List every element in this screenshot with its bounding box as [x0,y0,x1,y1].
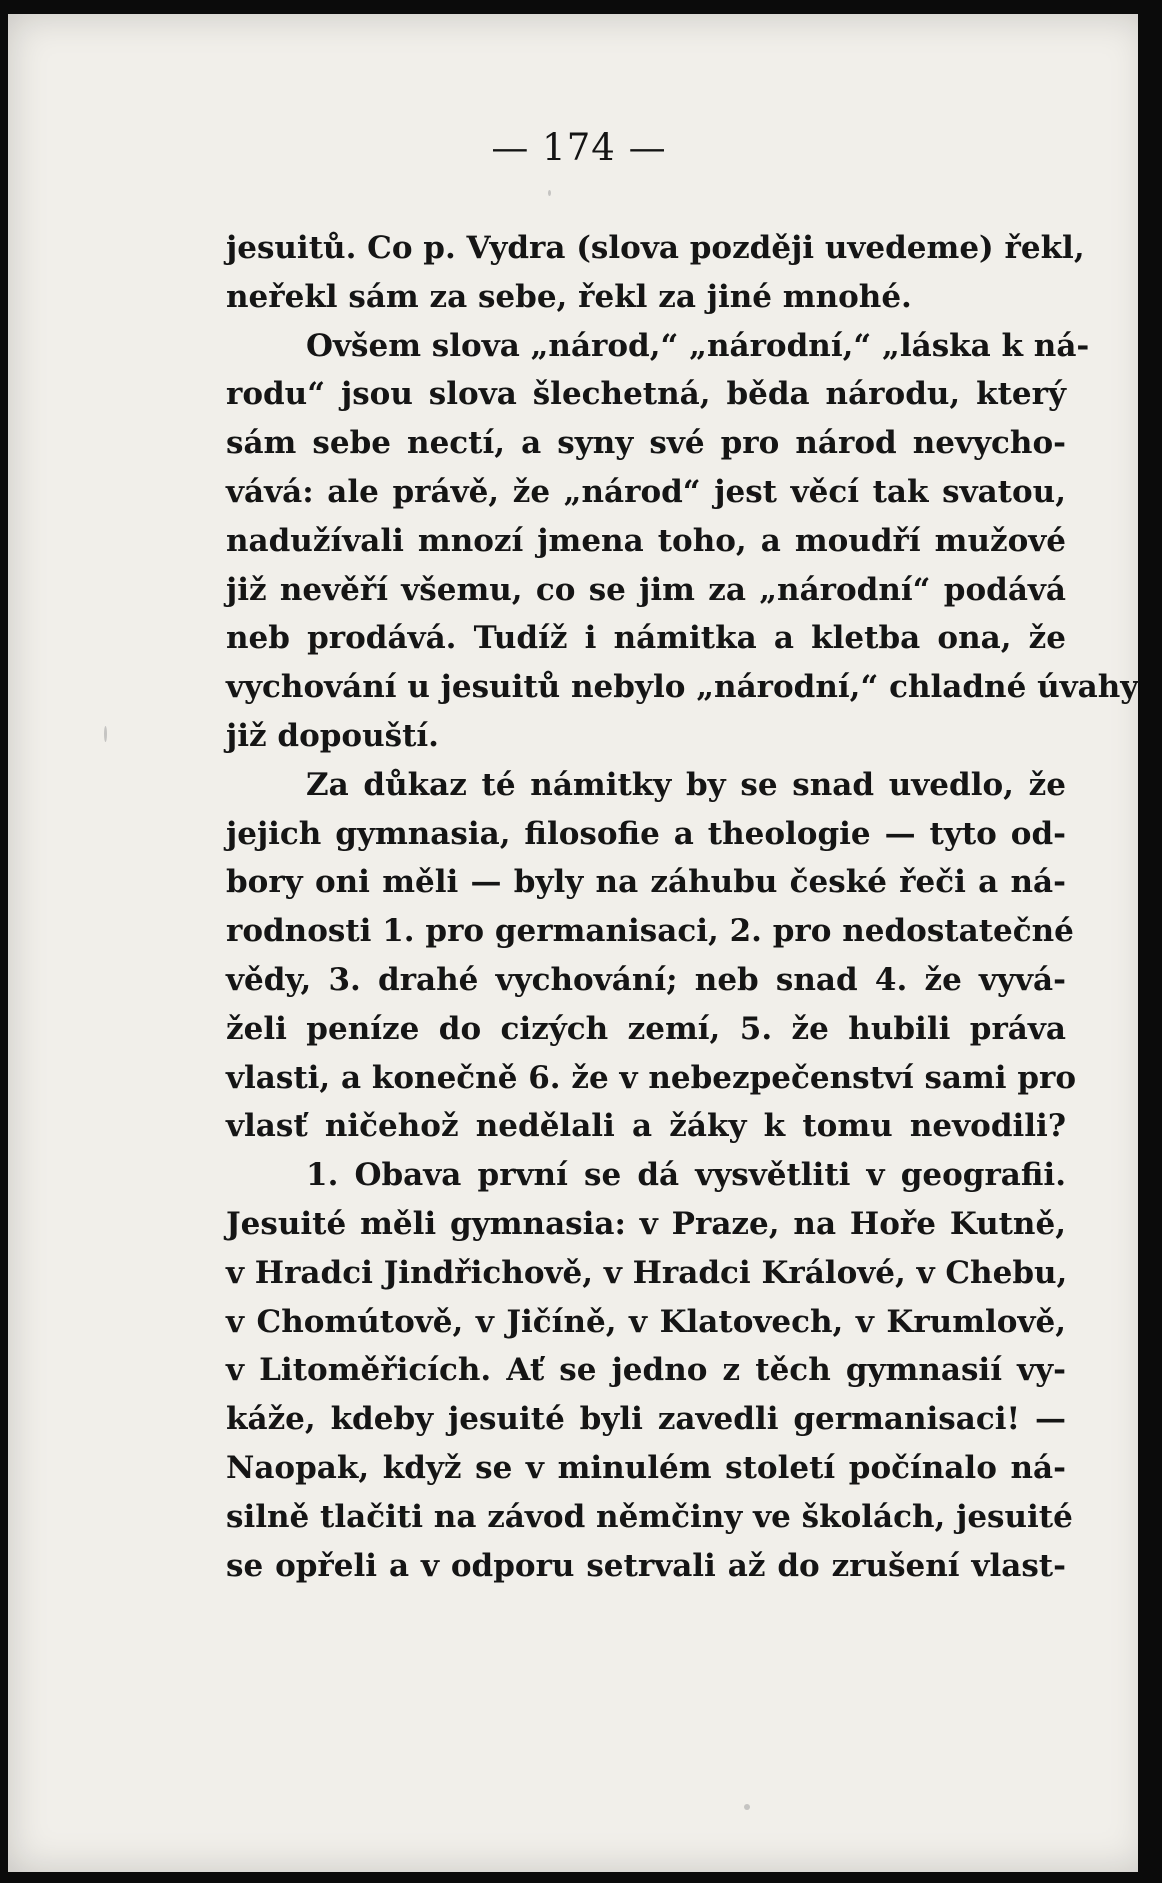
text-line: silně tlačiti na závod němčiny ve školách, jesuité [226,1498,1073,1535]
text-line: Ovšem slova „národ,“ „národní,“ „láska k ná- [306,327,1090,364]
text-line: již nevěří všemu, co se jim za „národní“ podává [226,571,1066,608]
print-speck [744,1804,750,1810]
text-line: rodnosti 1. pro germanisaci, 2. pro nedostatečné [226,913,1074,950]
text-line: v Litoměřicích. Ať se jedno z těch gymnasií vy- [226,1352,1066,1389]
text-line: rodu“ jsou slova šlechetná, běda národu, který [226,376,1066,413]
text-line: káže, kdeby jesuité byli zavedli germanisaci! — [226,1401,1066,1438]
text-line: vychování u jesuitů nebylo „národní,“ chladné úvahy [226,669,1139,706]
text-line: želi peníze do cizých zemí, 5. že hubili práva [226,1010,1066,1047]
text-line: vlasť ničehož nedělali a žáky k tomu nevodili? [226,1108,1066,1145]
page-number: — 174 — [491,126,667,169]
text-line: Naopak, když se v minulém století počínalo ná- [226,1450,1066,1486]
text-line: nadužívali mnozí jmena toho, a moudří mužové [226,522,1066,559]
print-speck [104,726,107,742]
text-line: se opřeli a v odporu setrvali až do zrušení vlast- [226,1547,1066,1584]
text-line: Za důkaz té námitky by se snad uvedlo, že [306,766,1066,803]
text-line: 1. Obava první se dá vysvětliti v geografii. [306,1157,1066,1194]
text-line: již dopouští. [226,718,439,754]
text-line: vlasti, a konečně 6. že v nebezpečenství sami pro [226,1059,1077,1096]
text-line: sám sebe nectí, a syny své pro národ nevycho- [226,425,1066,462]
text-line: neb prodává. Tudíž i námitka a kletba ona, že [226,620,1066,657]
text-line: jesuitů. Co p. Vydra (slova později uvedeme) řekl, [226,230,1085,266]
page-edge-shadow [1138,14,1150,1872]
text-line: bory oni měli — byly na záhubu české řeči a ná- [226,864,1066,901]
text-line: v Hradci Jindřichově, v Hradci Králové, v Chebu, [226,1254,1068,1291]
text-line: Jesuité měli gymnasia: v Praze, na Hoře Kutně, [226,1206,1066,1242]
text-line: neřekl sám za sebe, řekl za jiné mnohé. [226,278,912,315]
text-line: jejich gymnasia, filosofie a theologie — tyto od- [226,815,1066,852]
book-page [8,14,1150,1872]
text-line: v Chomútově, v Jičíně, v Klatovech, v Krumlově, [226,1303,1066,1340]
text-line: vědy, 3. drahé vychování; neb snad 4. že vyvá- [226,962,1066,998]
print-speck [548,190,551,196]
text-line: vává: ale právě, že „národ“ jest věcí tak svatou, [226,474,1066,510]
